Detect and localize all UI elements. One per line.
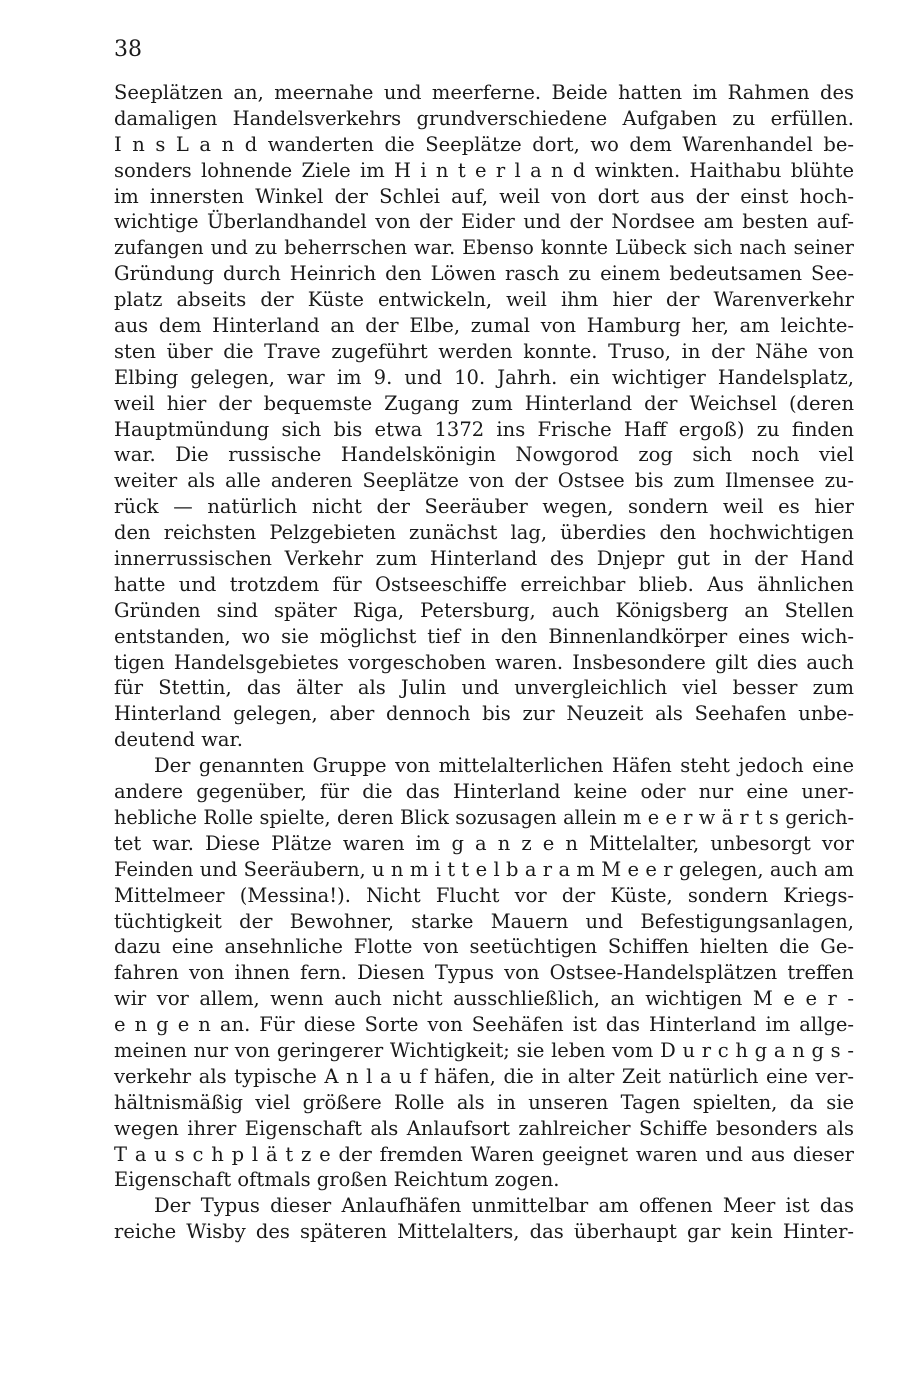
text-line: Der genannten Gruppe von mittelalterlichen Häfen steht jedoch eine (154, 754, 854, 778)
text-line: sonders lohnende Ziele im H i n t e r l a n d winkten. Haithabu blühte (114, 158, 854, 182)
text-line: entstanden, wo sie möglichst tief in den Binnenlandkörper eines wich- (114, 624, 854, 648)
text-line: weil hier der bequemste Zugang zum Hinterland der Weichsel (deren (114, 391, 854, 415)
text-line: wichtige Überlandhandel von der Eider und der Nordsee am besten auf- (114, 210, 854, 234)
text-line: Eigenschaft oftmals großen Reichtum zogen. (114, 1168, 560, 1192)
text-line: fahren von ihnen fern. Diesen Typus von Ostsee-Handelsplätzen treffen (114, 961, 854, 985)
text-line: hältnismäßig viel größere Rolle als in unseren Tagen spielten, da sie (114, 1090, 854, 1114)
text-line: verkehr als typische A n l a u f häfen, die in alter Zeit natürlich eine ver- (114, 1064, 854, 1088)
text-line: hebliche Rolle spielte, deren Blick sozusagen allein m e e r w ä r t s gerich- (114, 805, 854, 829)
text-line: sten über die Trave zugeführt werden konnte. Truso, in der Nähe von (114, 339, 854, 363)
text-line: T a u s c h p l ä t z e der fremden Waren geeignet waren und aus dieser (114, 1142, 854, 1166)
text-line: zufangen und zu beherrschen war. Ebenso konnte Lübeck sich nach seiner (114, 236, 854, 260)
text-line: meinen nur von geringerer Wichtigkeit; sie leben vom D u r c h g a n g s - (114, 1038, 854, 1062)
text-line: andere gegenüber, für die das Hinterland keine oder nur eine uner- (114, 780, 854, 804)
text-line: war. Die russische Handelskönigin Nowgorod zog sich noch viel (114, 443, 854, 467)
text-line: weiter als alle anderen Seeplätze von der Ostsee bis zum Ilmensee zu- (114, 469, 854, 493)
text-line: Gründen sind später Riga, Petersburg, auch Königsberg an Stellen (114, 598, 854, 622)
text-line: aus dem Hinterland an der Elbe, zumal von Hamburg her, am leichte- (114, 314, 854, 338)
text-line: deutend war. (114, 728, 243, 752)
text-line: wegen ihrer Eigenschaft als Anlaufsort zahlreicher Schiffe besonders als (114, 1116, 854, 1140)
text-line: e n g e n an. Für diese Sorte von Seehäfen ist das Hinterland im allge- (114, 1013, 854, 1037)
text-line: dazu eine ansehnliche Flotte von seetüchtigen Schiffen hielten die Ge- (114, 935, 854, 959)
text-line: Mittelmeer (Messina!). Nicht Flucht vor der Küste, sondern Kriegs- (114, 883, 854, 907)
text-line: Feinden und Seeräubern, u n m i t t e l b a r a m M e e r gelegen, auch am (114, 857, 854, 881)
text-line: rück — natürlich nicht der Seeräuber wegen, sondern weil es hier (114, 495, 854, 519)
text-line: damaligen Handelsverkehrs grundverschiedene Aufgaben zu erfüllen. (114, 106, 854, 130)
text-line: Hinterland gelegen, aber dennoch bis zur Neuzeit als Seehafen unbe- (114, 702, 854, 726)
text-line: reiche Wisby des späteren Mittelalters, das überhaupt gar kein Hinter- (114, 1220, 854, 1244)
text-line: tüchtigkeit der Bewohner, starke Mauern und Befestigungsanlagen, (114, 909, 854, 933)
text-line: tet war. Diese Plätze waren im g a n z e n Mittelalter, unbesorgt vor (114, 831, 854, 855)
text-line: für Stettin, das älter als Julin und unvergleichlich viel besser zum (114, 676, 854, 700)
text-line: Gründung durch Heinrich den Löwen rasch zu einem bedeutsamen See- (114, 262, 854, 286)
text-line: innerrussischen Verkehr zum Hinterland des Dnjepr gut in der Hand (114, 547, 854, 571)
text-line: platz abseits der Küste entwickeln, weil ihm hier der Warenverkehr (114, 288, 854, 312)
text-line: Seeplätzen an, meernahe und meerferne. Beide hatten im Rahmen des (114, 81, 854, 104)
text-line: wir vor allem, wenn auch nicht ausschließlich, an wichtigen M e e r - (114, 987, 854, 1011)
text-line: den reichsten Pelzgebieten zunächst lag, überdies den hochwichtigen (114, 521, 854, 545)
text-line: Hauptmündung sich bis etwa 1372 ins Frische Haff ergoß) zu finden (114, 417, 854, 441)
text-line: Der Typus dieser Anlaufhäfen unmittelbar am offenen Meer ist das (154, 1194, 854, 1218)
text-line: im innersten Winkel der Schlei auf, weil von dort aus der einst hoch- (114, 184, 854, 208)
text-line: I n s L a n d wanderten die Seeplätze dort, wo dem Warenhandel be- (114, 132, 854, 156)
text-line: Elbing gelegen, war im 9. und 10. Jahrh. ein wichtiger Handelsplatz, (114, 365, 854, 389)
text-line: hatte und trotzdem für Ostseeschiffe erreichbar blieb. Aus ähnlichen (114, 572, 854, 596)
text-line: tigen Handelsgebietes vorgeschoben waren. Insbesondere gilt dies auch (114, 650, 854, 674)
page-number: 38 (114, 37, 142, 62)
body-text (114, 80, 854, 1245)
